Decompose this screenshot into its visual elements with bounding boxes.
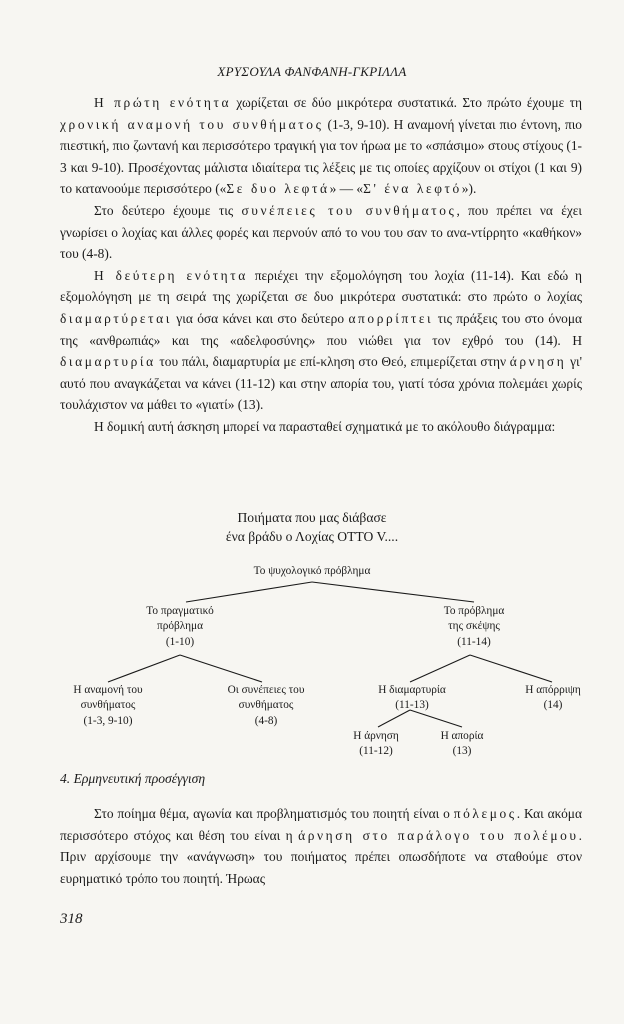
node-consequences <box>206 683 326 729</box>
text-run: Στο δεύτερο έχουμε τις <box>94 202 242 218</box>
text-run: » — « <box>329 181 364 197</box>
node-label: Η άρνηση <box>353 730 399 742</box>
edge-root-right <box>312 582 474 602</box>
node-label: Το πρόβλημα <box>443 605 505 617</box>
node-label: (1-3, 9-10) <box>83 714 133 727</box>
edge-right-rr <box>470 655 552 682</box>
node-label: Οι συνέπειες του <box>227 684 305 696</box>
text-run: για όσα κάνει και στο δεύτερο <box>171 310 349 326</box>
text-run: του πάλι, διαμαρτυρία με επί-κληση στο Θεό, επιμερίζεται στην <box>155 354 510 370</box>
edge-root-left <box>186 582 312 602</box>
spaced-term: απορρίπτει <box>348 310 434 326</box>
edge-left-ll <box>108 655 180 682</box>
node-protest <box>360 683 464 714</box>
node-root <box>232 564 392 579</box>
node-label: (13) <box>452 745 472 758</box>
text-run: Στο ποίημα θέμα, αγωνία και προβληματισμός του ποιητή είναι ο <box>94 806 454 821</box>
spaced-term: άρνηση <box>509 354 567 370</box>
text-run: γι' αυτό που αναγκάζεται να κάνει (11-12) και στην απορία του, γιατί τόσα χρόνια πολεμάει χωρίς τουλάχιστον να μάθει το «γιατί» (13). <box>60 354 582 413</box>
node-root-label: Το ψυχολογικό πρόβλημα <box>253 565 371 577</box>
text-run: . Πριν αρχίσουμε την «ανάγνωση» του ποιήματος πρέπει οπωσδήποτε να σταθούμε στον ευρηματικό τρόπο του ποιητή. Ήρωας <box>60 827 583 886</box>
node-label: συνθήματος <box>238 699 294 712</box>
text-run: χωρίζεται σε δύο μικρότερα συστατικά. Στο πρώτο έχουμε τη <box>231 95 582 110</box>
node-label: (11-13) <box>395 699 429 712</box>
spaced-term: Η πρώτη ενότητα <box>94 95 232 110</box>
node-label: (11-12) <box>359 745 393 758</box>
node-label: της σκέψης <box>448 620 500 633</box>
spaced-term: διαμαρτυρία <box>60 354 156 370</box>
edge-left-lr <box>180 655 262 682</box>
node-label: συνθήματος <box>80 699 136 712</box>
text-run: , που πρέπει να έχει γνωρίσει ο λοχίας και άλλες φορές και περνούν από το νου του σαν το ανα-ντίρρητο «καθήκον» του (4-8). <box>60 202 582 262</box>
spaced-term: Σ' ένα λεφτό <box>363 181 462 197</box>
spaced-term: χρονική αναμονή του συνθήματος <box>60 116 324 132</box>
node-rejection <box>506 683 600 714</box>
text-run: . Και ακόμα περισσότερο στόχος και θέση του είναι η <box>60 806 582 843</box>
paragraph-5 <box>60 803 582 889</box>
text-run: (1-3, 9-10). Η αναμονή γίνεται πιο έντονη, πιο πιεστική, πιο ζωντανή και περισσότερο τραγική για τον ήρωα με το «σπάσιμο» στους στίχους (1-3 και 9-10). Προσέχοντας μάλιστα ιδιαίτερα τις λέξεις με τις οποίες αρχίζουν οι στίχοι (1 και 9) το κατανοούμε περισσότερο (« <box>60 116 583 197</box>
text-run: τις πράξεις του στο όνομα της «ανθρωπιάς» και της «αδελφοσύνης» που νιώθει για τον εχθρό του (14). Η <box>60 310 583 348</box>
text-run: Η δομική αυτή άσκηση μπορεί να παρασταθεί σχηματικά με το ακόλουθο διάγραμμα: <box>94 418 556 434</box>
page-number: 318 <box>60 911 83 927</box>
diagram-title-line-2: ένα βράδυ ο Λοχίας OTTO V.... <box>225 529 399 544</box>
spaced-term: συνέπειες του συνθήματος <box>241 202 457 218</box>
section-heading: 4. Ερμηνευτική προσέγγιση <box>60 771 206 786</box>
node-waiting <box>50 683 166 729</box>
edge-right-rl <box>410 655 470 682</box>
node-label: (4-8) <box>254 714 278 727</box>
node-label: (11-14) <box>457 635 491 648</box>
spaced-term: Σε δυο λεφτά <box>226 181 330 197</box>
body-text-2 <box>60 803 582 889</box>
node-denial <box>336 729 416 760</box>
node-label: (1-10) <box>165 635 195 648</box>
running-header: ΧΡΥΣΟΥΛΑ ΦΑΝΦΑΝΗ-ΓΚΡΙΛΛΑ <box>217 64 407 79</box>
node-label: Η απορία <box>440 730 484 742</box>
node-question <box>424 729 500 760</box>
node-thought-problem <box>414 604 534 650</box>
node-label: Η διαμαρτυρία <box>378 684 446 696</box>
spaced-term: Η δεύτερη ενότητα <box>94 267 248 283</box>
node-label: πρόβλημα <box>157 620 203 633</box>
node-real-problem <box>120 604 240 650</box>
node-label: (14) <box>543 699 563 712</box>
text-run: περιέχει την εξομολόγηση του λοχία (11-14). Και εδώ η εξομολόγηση με τη σειρά της χωρίζεται σε δυο μικρότερα συστατικά: στο πρώτο ο λοχίας <box>60 267 582 305</box>
diagram-title-line-1: Ποιήματα που μας διάβασε <box>237 510 387 525</box>
node-label: Η αναμονή του <box>73 684 143 696</box>
spaced-term: άρνηση στο παράλογο του πολέμου <box>298 827 579 843</box>
spaced-term: διαμαρτύρεται <box>60 310 172 326</box>
text-run: »). <box>461 181 477 197</box>
node-label: Η απόρριψη <box>525 684 581 696</box>
node-label: Το πραγματικό <box>146 605 214 617</box>
spaced-term: πόλεμος <box>453 806 517 821</box>
